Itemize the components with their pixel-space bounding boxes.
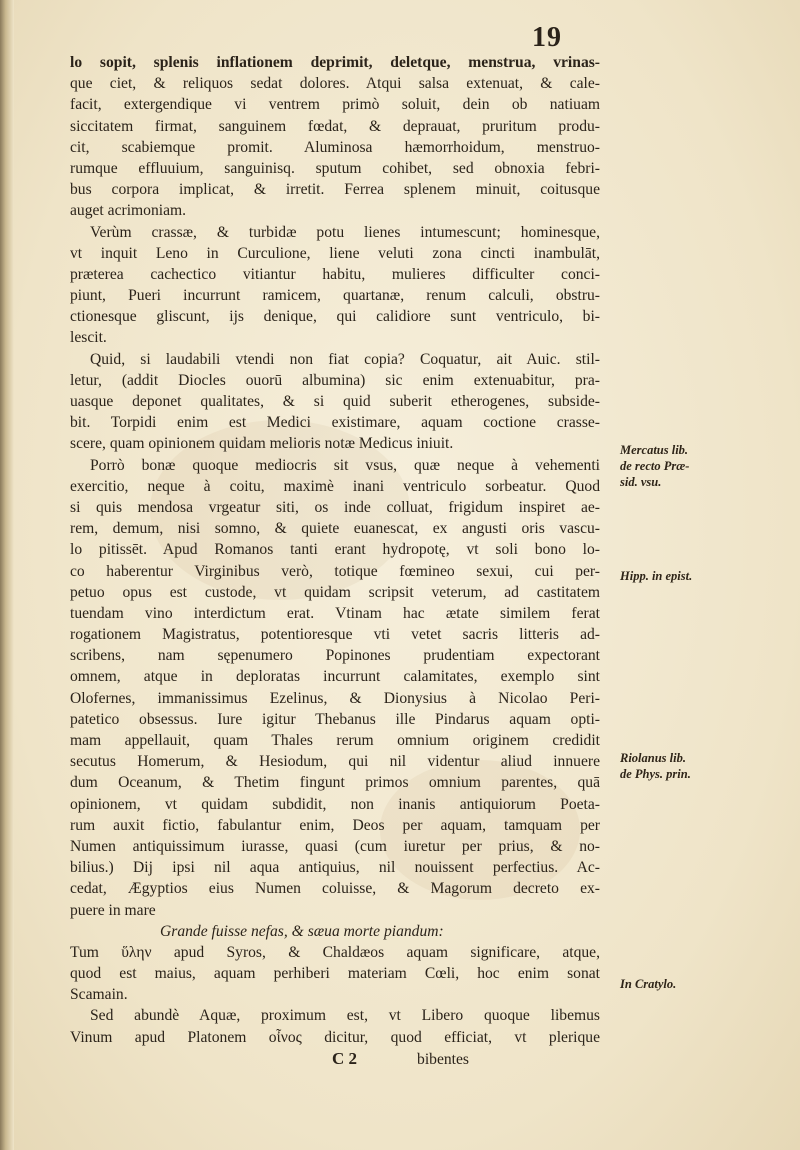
text-line: scribens, nam sępenumero Popinones prudentiam expectorant: [70, 647, 600, 665]
text-line: auget acrimoniam.: [70, 202, 187, 220]
text-line: vt inquit Leno in Curculione, liene veluti zona cincti inambulāt,: [70, 244, 600, 262]
margin-note-line: Mercatus lib.: [620, 443, 689, 457]
text-line: patetico obsessus. Iure igitur Thebanus ille Pindarus aquam opti-: [70, 710, 600, 728]
signature-mark: C 2: [332, 1048, 358, 1068]
text-line: quod est maius, aquam perhiberi materiam Cœli, hoc enim sonat: [70, 965, 600, 983]
text-line: rumque effluuium, sanguinisq. sputum cohibet, sed obnoxia febri-: [70, 159, 600, 177]
text-line: letur, (addit Diocles ouorū albumina) sic enim extenuabitur, pra-: [70, 371, 600, 389]
text-line: Verùm crassæ, & turbidæ potu lienes intumescunt; hominesque,: [90, 223, 600, 241]
text-line: petuo opus est custode, vt quidam scripsit veterum, ad castitatem: [70, 583, 600, 601]
margin-note-riolanus: [620, 750, 790, 782]
text-line: omnem, atque in deploratas incurrunt calamitates, exemplo sint: [70, 668, 600, 686]
main-text-block: [70, 52, 600, 1069]
text-line: Sed abundè Aquæ, proximum est, vt Libero quoque libemus: [90, 1007, 600, 1025]
text-line: mam appellauit, quam Thales rerum omnium originem credidit: [70, 732, 600, 749]
text-line: Vinum apud Platonem οἶνος dicitur, quod efficiat, vt plerique: [70, 1028, 600, 1046]
page-gutter-edge: [0, 0, 14, 1150]
text-line: dum Oceanum, & Thetim fingunt primos omnium parentes, quā: [70, 774, 600, 792]
text-line: bus corpora implicat, & irretit. Ferrea splenem minuit, coitusque: [70, 181, 600, 199]
text-line: piunt, Pueri incurrunt ramicem, quartanæ, renum calculi, obstru-: [70, 287, 600, 305]
margin-note-line: Hipp. in epist.: [620, 569, 693, 583]
text-line: Quid, si laudabili vtendi non fiat copia? Coquatur, ait Auic. stil-: [90, 350, 600, 368]
text-line: cedat, Ægyptios eius Numen coluisse, & Magorum decreto ex-: [70, 880, 600, 898]
margin-note-line: de recto Præ-: [620, 459, 690, 473]
text-line: lescit.: [70, 329, 107, 347]
text-line: rogationem Magistratus, potentioresque vti vetet sacris litteris ad-: [70, 626, 600, 644]
text-line: cit, scabiemque promit. Aluminosa hæmorrhoidum, menstruo-: [70, 138, 600, 156]
text-line: co haberentur Virginibus verò, totique fœmineo sexui, cui per-: [70, 562, 600, 580]
catchword: bibentes: [417, 1050, 469, 1068]
text-line: Grande fuisse nefas, & sæua morte piandum:: [160, 922, 444, 940]
margin-note-mercatus: [620, 442, 790, 490]
margin-note-cratylo: [620, 976, 790, 992]
text-line: rum auxit fictio, fabulantur enim, Deos per aquam, tamquam per: [70, 816, 600, 834]
text-line: siccitatem firmat, sanguinem fœdat, & deprauat, pruritum produ-: [70, 117, 600, 135]
margin-note-line: sid. vsu.: [620, 475, 662, 489]
margin-note-line: In Cratylo.: [620, 977, 677, 991]
text-line: tuendam vino interdictum erat. Vtinam hac ætate similem ferat: [70, 604, 600, 622]
text-line: lo sopit, splenis inflationem deprimit, deletque, menstrua, vrinas-: [70, 54, 600, 71]
text-line: lo pitissēt. Apud Romanos tanti erant hydropotę, vt soli bono lo-: [70, 541, 600, 559]
signature-line: [70, 1048, 600, 1069]
text-line: præterea cachectico vitiantur habitu, mulieres difficulter conci-: [70, 265, 600, 283]
text-line: Numen antiquissimum iurasse, quasi (cum iuretur per prius, & no-: [70, 837, 600, 855]
margin-note-line: Riolanus lib.: [620, 751, 686, 765]
margin-note-hipp: [620, 568, 790, 584]
text-line: uasque deponet qualitates, & si quid suberit etherogenes, subside-: [70, 393, 600, 410]
text-line: scere, quam opinionem quidam melioris notæ Medicus iniuit.: [70, 435, 454, 453]
text-line: secutus Homerum, & Hesiodum, qui nil videntur aliud innuere: [70, 753, 600, 771]
text-line: facit, extergendique vi ventrem primò soluit, dein ob natiuam: [70, 96, 600, 114]
text-line: que ciet, & reliquos sedat dolores. Atqui salsa extenuat, & cale-: [70, 75, 600, 93]
text-line: puere in mare: [70, 901, 156, 919]
text-line: bit. Torpidi enim est Medici existimare, aquam coctione crasse-: [70, 414, 600, 432]
text-line: rem, demum, nisi somno, & quiete euanescat, ex angusti oris vascu-: [70, 520, 600, 538]
text-line: Tum ὕλην apud Syros, & Chaldæos aquam significare, atque,: [70, 943, 600, 961]
text-line: exercitio, neque à coitu, maximè inani ventriculo sorbeatur. Quod: [70, 477, 600, 495]
text-line: si quis mendosa vrgeatur siti, os inde colluat, frigidum inspiret ae-: [70, 498, 600, 516]
margin-note-line: de Phys. prin.: [620, 767, 691, 781]
page-number: 19: [532, 22, 562, 53]
text-line: opinionem, vt quidam subdidit, non inanis antiquiorum Poeta-: [70, 795, 600, 813]
text-line: Scamain.: [70, 986, 128, 1004]
text-line: Olofernes, immanissimus Ezelinus, & Dionysius à Nicolao Peri-: [70, 689, 600, 707]
text-line: bilius.) Dij ipsi nil aqua antiquius, nil nouissent perfectius. Ac-: [70, 859, 600, 877]
text-line: Porrò bonæ quoque mediocris sit vsus, quæ neque à vehementi: [90, 456, 600, 474]
text-line: ctionesque gliscunt, ijs denique, qui calidiore sunt ventriculo, bi-: [70, 308, 600, 326]
